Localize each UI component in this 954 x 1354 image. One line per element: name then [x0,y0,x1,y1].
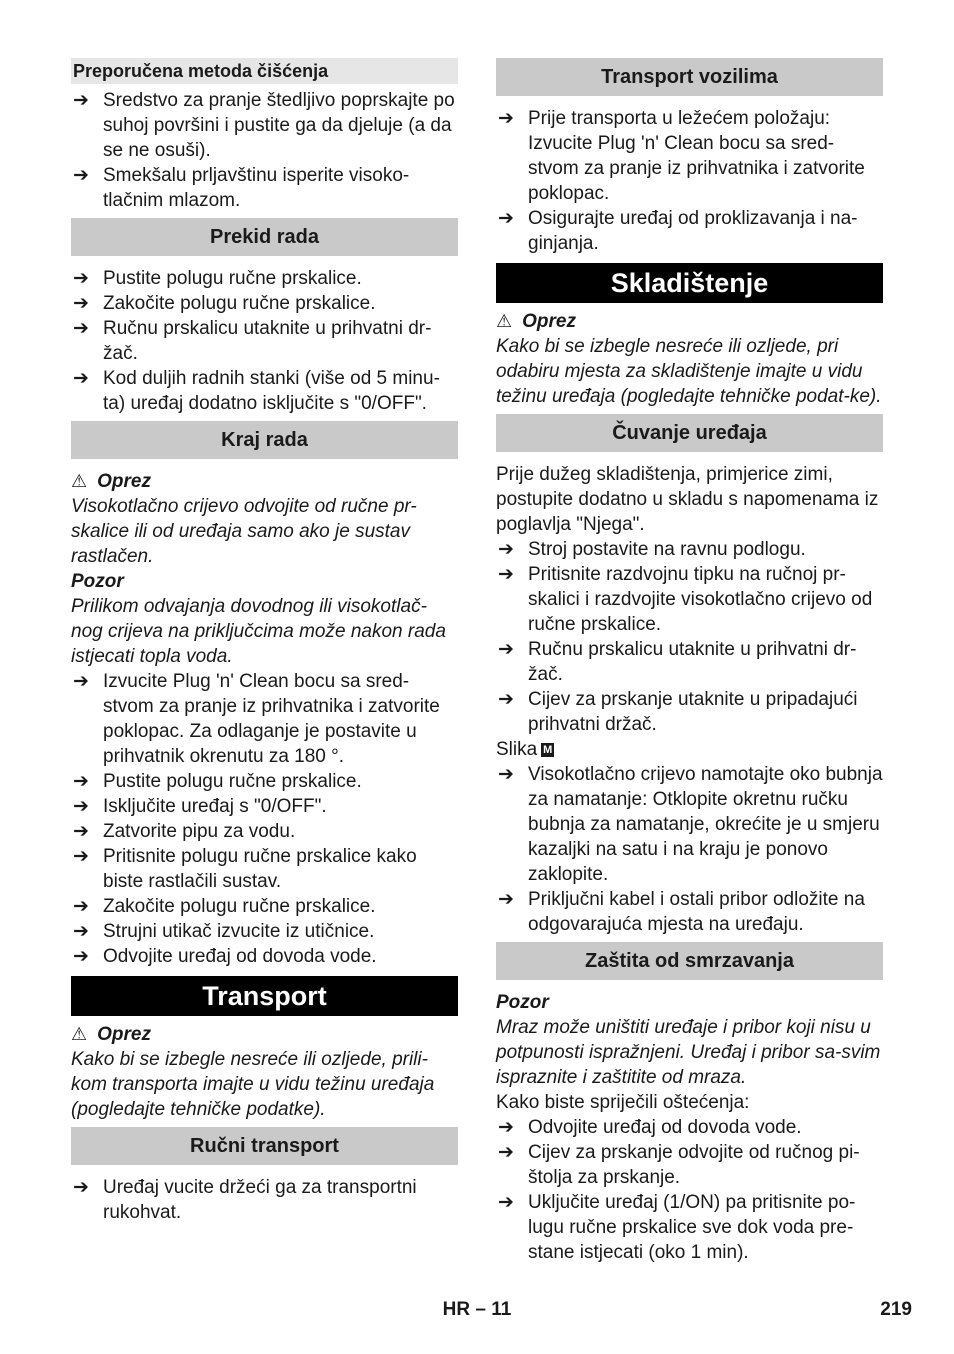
list-item [496,762,883,887]
list-item [71,1175,458,1225]
list-item [496,687,883,737]
right-column [496,58,883,1265]
list-item [71,316,458,366]
arrow-right-icon: ➔ [498,689,514,710]
arrow-right-icon: ➔ [498,1192,514,1213]
list-item-text: Isključite uređaj s "0/OFF". [103,796,327,817]
arrow-right-icon: ➔ [498,764,514,785]
arrow-right-icon: ➔ [498,539,514,560]
list-item-text: Strujni utikač izvucite iz utičnice. [103,921,375,942]
arrow-right-icon: ➔ [73,796,89,817]
list-item [496,1190,883,1265]
arrow-right-icon: ➔ [498,889,514,910]
list-item-text: Zakočite polugu ručne prskalice. [103,896,376,917]
footer-page-number: 219 [880,1299,912,1320]
transport-heading: Transport [71,976,458,1016]
arrow-right-icon: ➔ [73,165,89,186]
list-item [71,88,458,163]
list-item [71,291,458,316]
method-list [71,88,458,213]
sklad-warning-text: Kako bi se izbegle nesreće ili ozljede, pri odabiru mjesta za skladištenje imajte u vidu težinu uređaja (pogledajte tehničke podat-ke). [496,336,882,407]
kraj-list [71,669,458,969]
arrow-right-icon: ➔ [73,90,89,111]
list-item [496,106,883,206]
list-item-text: Uređaj vucite držeći ga za transportni rukohvat. [103,1177,417,1223]
list-item [496,1140,883,1190]
list-item-text: Stroj postavite na ravnu podlogu. [528,539,806,560]
list-item-text: Kod duljih radnih stanki (više od 5 minu-ta) uređaj dodatno isključite s "0/OFF". [103,368,440,414]
arrow-right-icon: ➔ [73,268,89,289]
list-item-text: Zakočite polugu ručne prskalice. [103,293,376,314]
kraj-pozor-text: Prilikom odvajanja dovodnog ili visokotlač-nog crijeva na priključcima može nakon rada istjecati topla voda. [71,596,446,667]
cuvanje-list [496,537,883,737]
list-item-text: Smekšalu prljavštinu isperite visoko-tlačnim mlazom. [103,165,410,211]
list-item-text: Visokotlačno crijevo namotajte oko bubnja za namatanje: Otklopite okretnu ručku bubnja za namatanje, okrećite je u smjeru kazaljki na satu i na kraju je ponovo zaklopite. [528,764,883,885]
list-item-text: Cijev za prskanje odvojite od ručnog pi-štolja za prskanje. [528,1142,860,1188]
transport-warning-text: Kako bi se izbegle nesreće ili ozljede, prili-kom transporta imajte u vidu težinu uređaja (pogledajte tehničke podatke). [71,1049,435,1120]
list-item [71,894,458,919]
arrow-right-icon: ➔ [498,1117,514,1138]
sklad-warning-label: Oprez [522,311,576,332]
arrow-right-icon: ➔ [73,1177,89,1198]
list-item-text: Cijev za prskanje utaknite u pripadajući prihvatni držač. [528,689,858,735]
transport-warning [71,1022,458,1047]
vozilo-list [496,106,883,256]
arrow-right-icon: ➔ [73,368,89,389]
footer-section-label: HR – 11 [442,1299,512,1320]
kraj-warning [71,469,458,494]
cuvanje-list-2 [496,762,883,937]
transport-warning-label: Oprez [97,1024,151,1045]
sklad-warning [496,309,883,334]
list-item-text: Osigurajte uređaj od proklizavanja i na-ginjanja. [528,208,858,254]
list-item-text: Ručnu prskalicu utaknite u prihvatni dr-žač. [528,639,857,685]
list-item-text: Ručnu prskalicu utaknite u prihvatni dr-žač. [103,318,432,364]
arrow-right-icon: ➔ [498,208,514,229]
list-item-text: Uključite uređaj (1/ON) pa pritisnite po-lugu ručne prskalice sve dok voda pre-stane istjecati (oko 1 min). [528,1192,856,1263]
zastita-pozor-text: Mraz može uništiti uređaje i pribor koji nisu u potpunosti ispražnjeni. Uređaj i pribor sa-svim ispraznite i zaštitite od mraza. [496,1017,881,1088]
kraj-warning-text: Visokotlačno crijevo odvojite od ručne pr-skalice ili od uređaja samo ako je sustav rastlačen. [71,496,417,567]
method-heading: Preporučena metoda čišćenja [71,58,458,84]
arrow-right-icon: ➔ [73,821,89,842]
arrow-right-icon: ➔ [498,108,514,129]
list-item-text: Priključni kabel i ostali pribor odložite na odgovarajuća mjesta na uređaju. [528,889,865,935]
list-item [71,919,458,944]
prekid-heading: Prekid rada [71,218,458,256]
prekid-list [71,266,458,416]
figure-ref-badge: M [543,743,553,756]
list-item-text: Sredstvo za pranje štedljivo poprskajte po suhoj površini i pustite ga da djeluje (a da se ne osuši). [103,90,455,161]
cuvanje-heading: Čuvanje uređaja [496,414,883,452]
kraj-heading: Kraj rada [71,421,458,459]
arrow-right-icon: ➔ [73,921,89,942]
sklad-heading: Skladištenje [496,263,883,303]
list-item-text: Pustite polugu ručne prskalice. [103,771,362,792]
kraj-warning-label: Oprez [97,471,151,492]
list-item [496,1115,883,1140]
arrow-right-icon: ➔ [73,671,89,692]
vozilo-heading: Transport vozilima [496,58,883,96]
list-item-text: Odvojite uređaj od dovoda vode. [528,1117,802,1138]
kraj-pozor-label: Pozor [71,571,124,592]
zastita-list [496,1115,883,1265]
list-item-text: Zatvorite pipu za vodu. [103,821,296,842]
list-item [496,637,883,687]
warning-triangle-icon: ⚠ [71,471,88,491]
arrow-right-icon: ➔ [498,564,514,585]
list-item [71,669,458,769]
list-item-text: Prije transporta u ležećem položaju: Izvucite Plug 'n' Clean bocu sa sred-stvom za pranje iz prihvatnika i zatvorite poklopac. [528,108,865,204]
list-item [71,819,458,844]
slika-label: Slika [496,739,538,760]
arrow-right-icon: ➔ [73,896,89,917]
list-item [71,944,458,969]
arrow-right-icon: ➔ [73,293,89,314]
list-item [71,844,458,894]
slika-line [496,737,883,762]
cuvanje-intro: Prije dužeg skladištenja, primjerice zimi, postupite dodatno u skladu s napomenama iz poglavlja "Njega". [496,464,879,535]
list-item-text: Odvojite uređaj od dovoda vode. [103,946,377,967]
arrow-right-icon: ➔ [498,1142,514,1163]
warning-triangle-icon: ⚠ [496,311,513,331]
list-item [71,266,458,291]
list-item [496,887,883,937]
rucni-heading: Ručni transport [71,1127,458,1165]
left-column [71,58,458,1225]
rucni-list [71,1175,458,1225]
list-item [71,366,458,416]
arrow-right-icon: ➔ [73,846,89,867]
list-item-text: Pritisnite razdvojnu tipku na ručnoj pr-skalici i razdvojite visokotlačno crijevo od ručne prskalice. [528,564,873,635]
warning-triangle-icon: ⚠ [71,1024,88,1044]
list-item [71,163,458,213]
zastita-intro: Kako biste spriječili oštećenja: [496,1092,750,1113]
arrow-right-icon: ➔ [73,318,89,339]
list-item-text: Pustite polugu ručne prskalice. [103,268,362,289]
list-item [71,794,458,819]
arrow-right-icon: ➔ [73,771,89,792]
arrow-right-icon: ➔ [498,639,514,660]
list-item [71,769,458,794]
list-item-text: Pritisnite polugu ručne prskalice kako biste rastlačili sustav. [103,846,417,892]
list-item [496,206,883,256]
list-item-text: Izvucite Plug 'n' Clean bocu sa sred-stvom za pranje iz prihvatnika i zatvorite poklopac. Za odlaganje je postavite u prihvatnik okrenutu za 180 °. [103,671,440,767]
list-item [496,537,883,562]
list-item [496,562,883,637]
zastita-pozor-label: Pozor [496,992,549,1013]
zastita-heading: Zaštita od smrzavanja [496,942,883,980]
arrow-right-icon: ➔ [73,946,89,967]
